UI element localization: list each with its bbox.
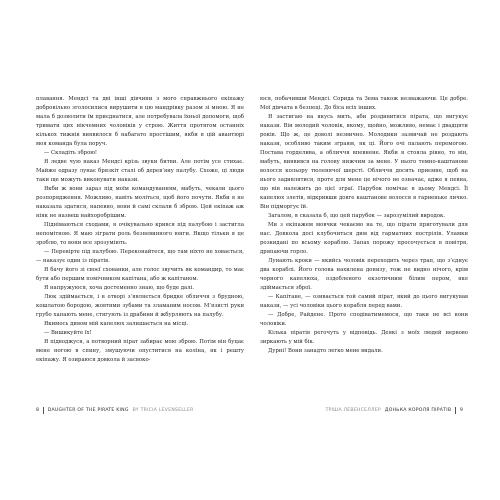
paragraph: Я ледве чую наказ Мендсі крізь звуки битви. Але потім усе стихає. Майже одразу лунає брязкіт сталі об дерев’яну палубу. Схоже, ці люди таки ще можуть виконувати накази. [36,159,244,183]
paragraph: Якби ж вони зараз під моїм командуванням, мабуть, чекали цього розпорядження. Можливо, навіть моліться, щоб його почути. Якби я не наказала здатися, напевно, вони й самі склали б зброю. Цей екіпаж аж ніяк не назвеш найхоробрішим. [36,186,244,219]
paragraph: Люк здіймається, і в отворі з’являється бридке обличчя з брудною, кошлатою бородою, жовтими зубами та зламаним носом. М’язисті руки грубо хапають мене, стягують із драбини й жбурляють на палубу. [36,294,244,318]
paragraph: Лунають кроки — якийсь чоловік переходить через трап, що з’єднує два кораблі. Його голова нахилена донизу, тож не видно нічого, крім чорного капелюха, оздобленого екзотичним білим пером, яке здіймається зброї. [260,258,468,291]
footer-book-title-en: DAUGHTER OF THE PIRATE KING [47,408,129,413]
left-page-text [36,95,244,365]
paragraph: Дурні! Вони занадто легко мене видали. [268,348,383,354]
right-page-footer [326,407,463,414]
page-number-right: 9 [459,408,463,413]
paragraph: — Складіть зброю! [44,150,98,156]
right-page [260,95,468,356]
footer-author: ТРІША ЛЕВЕНСЕЛЛЕР [325,408,381,413]
footer-separator [455,407,456,414]
paragraph: Ми з екіпажем мовчки чекаємо на те, що пірати приготували для нас. Довкола досі клубочиться дим від гарматних пострілів. Уламки розкидані по всьому кораблю. Запах порожу просочується в повітря, дряпаючи горло. [260,222,468,255]
paragraph: Я напружуюся, хоча достеменно знаю, що буде далі. [44,285,195,291]
footer-byline: BY TRICIA LEVENSELLER [132,408,194,413]
paragraph: — Капітане, — озивається той самий пірат, який до цього вигукував накази, — усі чоловіки цього корабля перед вами. [260,294,468,309]
right-page-text [260,95,468,356]
footer-book-title-uk: ДОНЬКА КОРОЛЯ ПІРАТІВ [384,408,452,413]
paragraph: Загалом, я сказала б, що цей парубок — зарозумілий виродок. [268,213,446,219]
paragraph: Я бачу його зі своєї схованки, але голос звучить як командир, то має бути або першим помічником капітана, або ж капітаном. [36,267,244,282]
paragraph: плавання. Мендсі та дві інші дівчини з мого справжнього екіпажу добровільно зголосилися вирушити в цю мандрівку разом зі мною. Я не мала б дозволити їм приєднатися, але потребувала їхньої допомоги, щоб тримати цих нікчемних чоловіків у строю. Життя протягом останніх кількох тижнів виявилося б набагато простішим, якби в цій авантюрі моя команда була поруч. [36,96,244,147]
left-page-footer [36,407,194,414]
paragraph: — Добре, Райдене. Проте сподіватимемося, що таки не всі вони чоловіки. [260,312,468,327]
paragraph: Якимось дивом мій капелюх залишається на місці. [44,321,189,327]
left-page [36,95,244,365]
paragraph: Піднімаються сходами, я очікувально крився під палубою і застигла непомітною. Я маю зіграти роль безневинного юнги. Якщо тільки я це зроблю, то вони все зрозуміють. [36,222,244,246]
paragraph: юся, побачивши Мендсі. Сорида та Зема також незважаючи. Це добре. Мої дівчата в безпеці. До біса всіх інших. [260,96,468,111]
paragraph: Я застигаю на якусь мить, аби роздивитися пірата, що вигукує накази. Він молодий чоловік, якому, щойно, можливо, немає і двадцяти років. Що ж, це доволі незвично. Молодики зазвичай не роздають накази, особливо таким зграям, як ці. Його очі палають перемогою. Постава горделива, а обличчя впевнене. Якби я стояла рівно, то він, мабуть, виявився на голову нижчим за мене. У нього темно-каштанове волосся кольору тюленячої шерсті. Обличчя досить приємне, щоб на нього задивлятися, проте для мене це нічого не означає, адже я певна, що він належить до цієї зграї. Парубок помічає в цьому Мендсі. Її капелюх злетів, відкривши довге каштанове волосся в гарненьке личко. Він підморгує їй. [260,114,468,210]
paragraph: Кілька піратів регочуть у відповідь. Деякі з моїх людей нервово зиркають у мій бік. [260,330,468,345]
paragraph: Я підводжуся, а потворний пірат забирає мою зброю. Потім він буцає мене ногою в спину, змушуючи опуститися на коліна, як і решту екіпажу. Я озираюся довкола й засвоко- [36,339,244,363]
paragraph: — Вишикуйте їх! [44,330,92,336]
page-number-left: 8 [36,408,40,413]
paragraph: — Перевірте під палубою. Переконайтеся, що там ніхто не ховається, — наказує один із піратів. [36,249,244,264]
footer-separator [43,407,44,414]
